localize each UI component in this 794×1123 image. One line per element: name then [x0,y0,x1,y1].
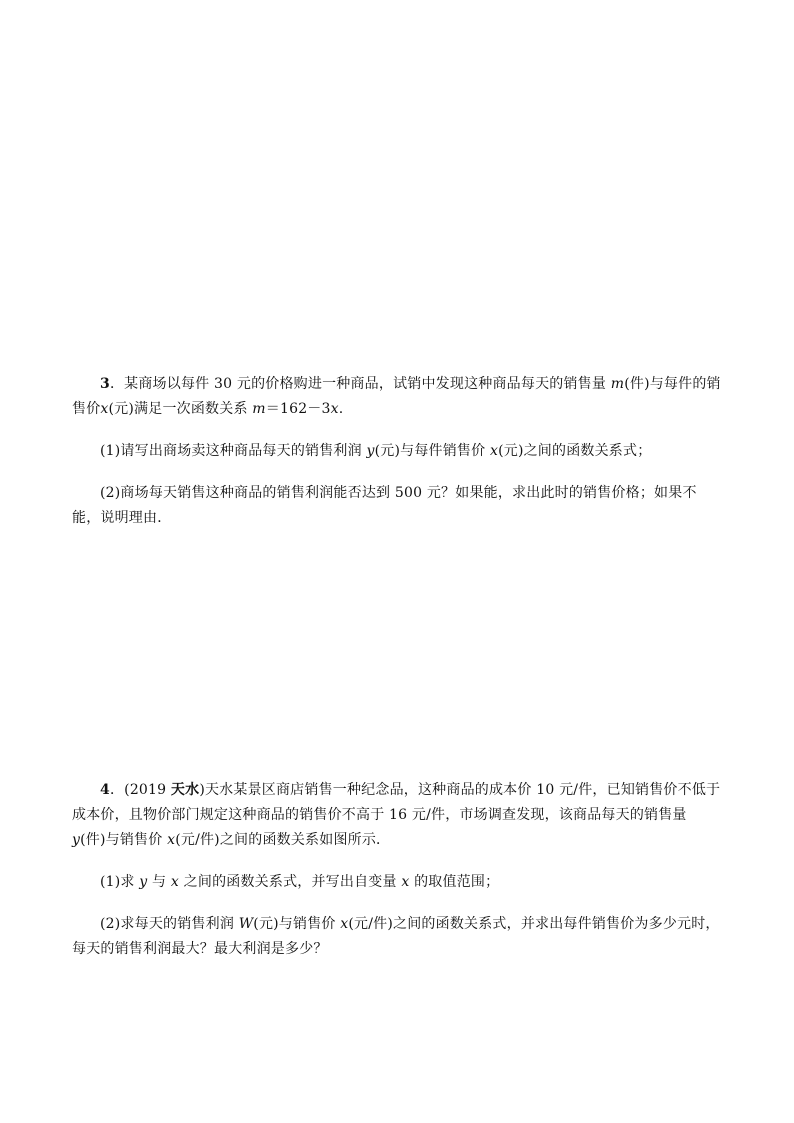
question-4-source: ．(2019 天水) [109,782,205,798]
question-3-part-2: (2)商场每天销售这种商品的销售利润能否达到 500 元？如果能，求出此时的销售价格；如果不能，说明理由． [72,485,697,526]
question-4-part-1: (1)求 y 与 x 之间的函数关系式，并写出自变量 x 的取值范围； [100,874,500,890]
question-4-stem: 4．(2019 天水)天水某景区商店销售一种纪念品，这种商品的成本价 10 元/件，已知销售价不低于成本价，且物价部门规定这种商品的销售价不高于 16 元/件，市场调查发现，该商品每天的销售量 y(件)与销售价 x(元/件)之间的函数关系如图所示． [72,782,721,848]
question-4-part-2: (2)求每天的销售利润 W(元)与销售价 x(元/件)之间的函数关系式，并求出每件销售价为多少元时，每天的销售利润最大？最大利润是多少？ [72,916,720,957]
question-3-stem: 3．某商场以每件 30 元的价格购进一种商品，试销中发现这种商品每天的销售量 m(件)与每件的销售价x(元)满足一次函数关系 m＝162－3x. [72,376,721,417]
question-4-number: 4 [100,782,110,798]
question-3-part-1: (1)请写出商场卖这种商品每天的销售利润 y(元)与每件销售价 x(元)之间的函数关系式； [100,443,652,459]
question-3-number: 3 [100,376,110,392]
